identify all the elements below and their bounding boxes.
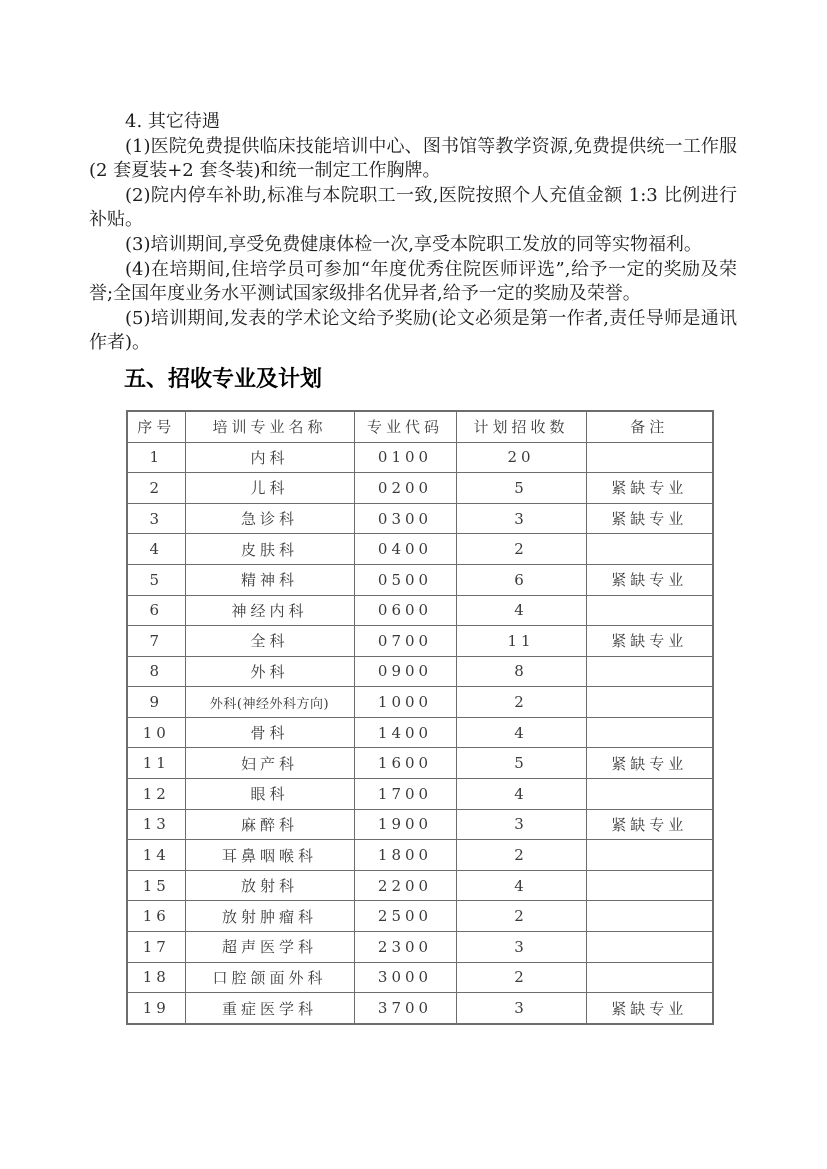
cell-planned-count: 6 [456, 564, 586, 595]
cell-planned-count: 2 [456, 534, 586, 565]
cell-major-code: 3000 [354, 962, 456, 993]
cell-major-name: 放射科 [185, 870, 354, 901]
cell-index: 19 [127, 993, 185, 1024]
cell-planned-count: 3 [456, 932, 586, 963]
recruitment-plan-table [126, 410, 714, 1025]
table-row [127, 840, 713, 871]
cell-remark: 紧缺专业 [586, 473, 713, 504]
cell-planned-count: 8 [456, 656, 586, 687]
cell-index: 14 [127, 840, 185, 871]
col-header-code: 专业代码 [354, 411, 456, 442]
paragraph-benefit-3: (3)培训期间,享受免费健康体检一次,享受本院职工发放的同等实物福利。 [125, 233, 702, 255]
cell-index: 1 [127, 442, 185, 473]
cell-remark: 紧缺专业 [586, 626, 713, 657]
cell-remark [586, 840, 713, 871]
cell-major-name: 妇产科 [185, 748, 354, 779]
table-row [127, 687, 713, 718]
cell-remark [586, 870, 713, 901]
cell-planned-count: 2 [456, 962, 586, 993]
table-row [127, 779, 713, 810]
cell-planned-count: 2 [456, 687, 586, 718]
table-row [127, 564, 713, 595]
cell-major-name: 外科 [185, 656, 354, 687]
cell-planned-count: 2 [456, 901, 586, 932]
cell-major-name: 神经内科 [185, 595, 354, 626]
cell-index: 4 [127, 534, 185, 565]
table-row [127, 503, 713, 534]
cell-index: 12 [127, 779, 185, 810]
table-row [127, 473, 713, 504]
table-row [127, 932, 713, 963]
subsection-title: 4. 其它待遇 [125, 111, 220, 132]
cell-planned-count: 20 [456, 442, 586, 473]
table-row [127, 993, 713, 1024]
cell-remark [586, 779, 713, 810]
table-row [127, 534, 713, 565]
cell-major-code: 2500 [354, 901, 456, 932]
cell-major-name: 内科 [185, 442, 354, 473]
cell-major-code: 0500 [354, 564, 456, 595]
cell-remark [586, 656, 713, 687]
cell-remark: 紧缺专业 [586, 993, 713, 1024]
table-row [127, 870, 713, 901]
cell-major-name: 皮肤科 [185, 534, 354, 565]
cell-major-code: 1900 [354, 809, 456, 840]
cell-major-code: 0900 [354, 656, 456, 687]
cell-major-code: 1600 [354, 748, 456, 779]
paragraph-benefit-2: (2)院内停车补助,标准与本院职工一致,医院按照个人充值金额 1:3 比例进行补贴。 [89, 184, 737, 231]
cell-index: 15 [127, 870, 185, 901]
cell-major-name: 骨科 [185, 717, 354, 748]
col-header-count: 计划招收数 [456, 411, 586, 442]
cell-remark: 紧缺专业 [586, 748, 713, 779]
cell-planned-count: 3 [456, 809, 586, 840]
cell-major-name: 超声医学科 [185, 932, 354, 963]
cell-index: 9 [127, 687, 185, 718]
cell-major-code: 0300 [354, 503, 456, 534]
cell-remark [586, 932, 713, 963]
cell-planned-count: 11 [456, 626, 586, 657]
cell-index: 16 [127, 901, 185, 932]
cell-major-code: 0600 [354, 595, 456, 626]
table-header-row [127, 411, 713, 442]
cell-remark [586, 442, 713, 473]
cell-major-code: 3700 [354, 993, 456, 1024]
cell-major-name: 儿科 [185, 473, 354, 504]
cell-major-name: 麻醉科 [185, 809, 354, 840]
cell-major-name: 急诊科 [185, 503, 354, 534]
cell-planned-count: 5 [456, 473, 586, 504]
cell-index: 8 [127, 656, 185, 687]
cell-remark [586, 534, 713, 565]
cell-remark [586, 962, 713, 993]
cell-index: 13 [127, 809, 185, 840]
table-row [127, 656, 713, 687]
cell-index: 10 [127, 717, 185, 748]
cell-major-name: 全科 [185, 626, 354, 657]
cell-major-name: 放射肿瘤科 [185, 901, 354, 932]
cell-planned-count: 3 [456, 503, 586, 534]
table-row [127, 809, 713, 840]
table-row [127, 901, 713, 932]
cell-major-code: 1000 [354, 687, 456, 718]
table-row [127, 626, 713, 657]
cell-major-name: 外科(神经外科方向) [185, 687, 354, 718]
cell-major-name: 重症医学科 [185, 993, 354, 1024]
cell-index: 7 [127, 626, 185, 657]
cell-remark: 紧缺专业 [586, 503, 713, 534]
section-heading: 五、招收专业及计划 [124, 366, 323, 392]
cell-major-name: 精神科 [185, 564, 354, 595]
cell-remark: 紧缺专业 [586, 809, 713, 840]
paragraph-benefit-1: (1)医院免费提供临床技能培训中心、图书馆等教学资源,免费提供统一工作服(2 套夏装+2 套冬装)和统一制定工作胸牌。 [89, 135, 737, 182]
cell-major-code: 0400 [354, 534, 456, 565]
cell-major-code: 2200 [354, 870, 456, 901]
cell-planned-count: 2 [456, 840, 586, 871]
cell-remark [586, 595, 713, 626]
table-row [127, 717, 713, 748]
cell-planned-count: 5 [456, 748, 586, 779]
cell-index: 5 [127, 564, 185, 595]
cell-index: 18 [127, 962, 185, 993]
cell-index: 3 [127, 503, 185, 534]
cell-major-code: 1800 [354, 840, 456, 871]
cell-major-name: 耳鼻咽喉科 [185, 840, 354, 871]
cell-remark [586, 687, 713, 718]
cell-planned-count: 4 [456, 717, 586, 748]
cell-major-code: 1400 [354, 717, 456, 748]
col-header-index: 序号 [127, 411, 185, 442]
cell-major-code: 0100 [354, 442, 456, 473]
cell-index: 2 [127, 473, 185, 504]
table-row [127, 748, 713, 779]
cell-planned-count: 4 [456, 595, 586, 626]
cell-remark [586, 901, 713, 932]
table-row [127, 962, 713, 993]
cell-planned-count: 4 [456, 870, 586, 901]
cell-major-code: 0700 [354, 626, 456, 657]
table-row [127, 595, 713, 626]
cell-major-code: 0200 [354, 473, 456, 504]
table-row [127, 442, 713, 473]
cell-index: 17 [127, 932, 185, 963]
cell-index: 6 [127, 595, 185, 626]
paragraph-benefit-4: (4)在培期间,住培学员可参加“年度优秀住院医师评选”,给予一定的奖励及荣誉;全国年度业务水平测试国家级排名优异者,给予一定的奖励及荣誉。 [89, 258, 737, 305]
cell-planned-count: 3 [456, 993, 586, 1024]
cell-remark [586, 717, 713, 748]
cell-major-name: 眼科 [185, 779, 354, 810]
cell-major-code: 2300 [354, 932, 456, 963]
paragraph-benefit-5: (5)培训期间,发表的学术论文给予奖励(论文必须是第一作者,责任导师是通讯作者)。 [89, 307, 737, 354]
cell-remark: 紧缺专业 [586, 564, 713, 595]
cell-index: 11 [127, 748, 185, 779]
col-header-remark: 备注 [586, 411, 713, 442]
cell-major-name: 口腔颌面外科 [185, 962, 354, 993]
col-header-name: 培训专业名称 [185, 411, 354, 442]
cell-planned-count: 4 [456, 779, 586, 810]
cell-major-code: 1700 [354, 779, 456, 810]
